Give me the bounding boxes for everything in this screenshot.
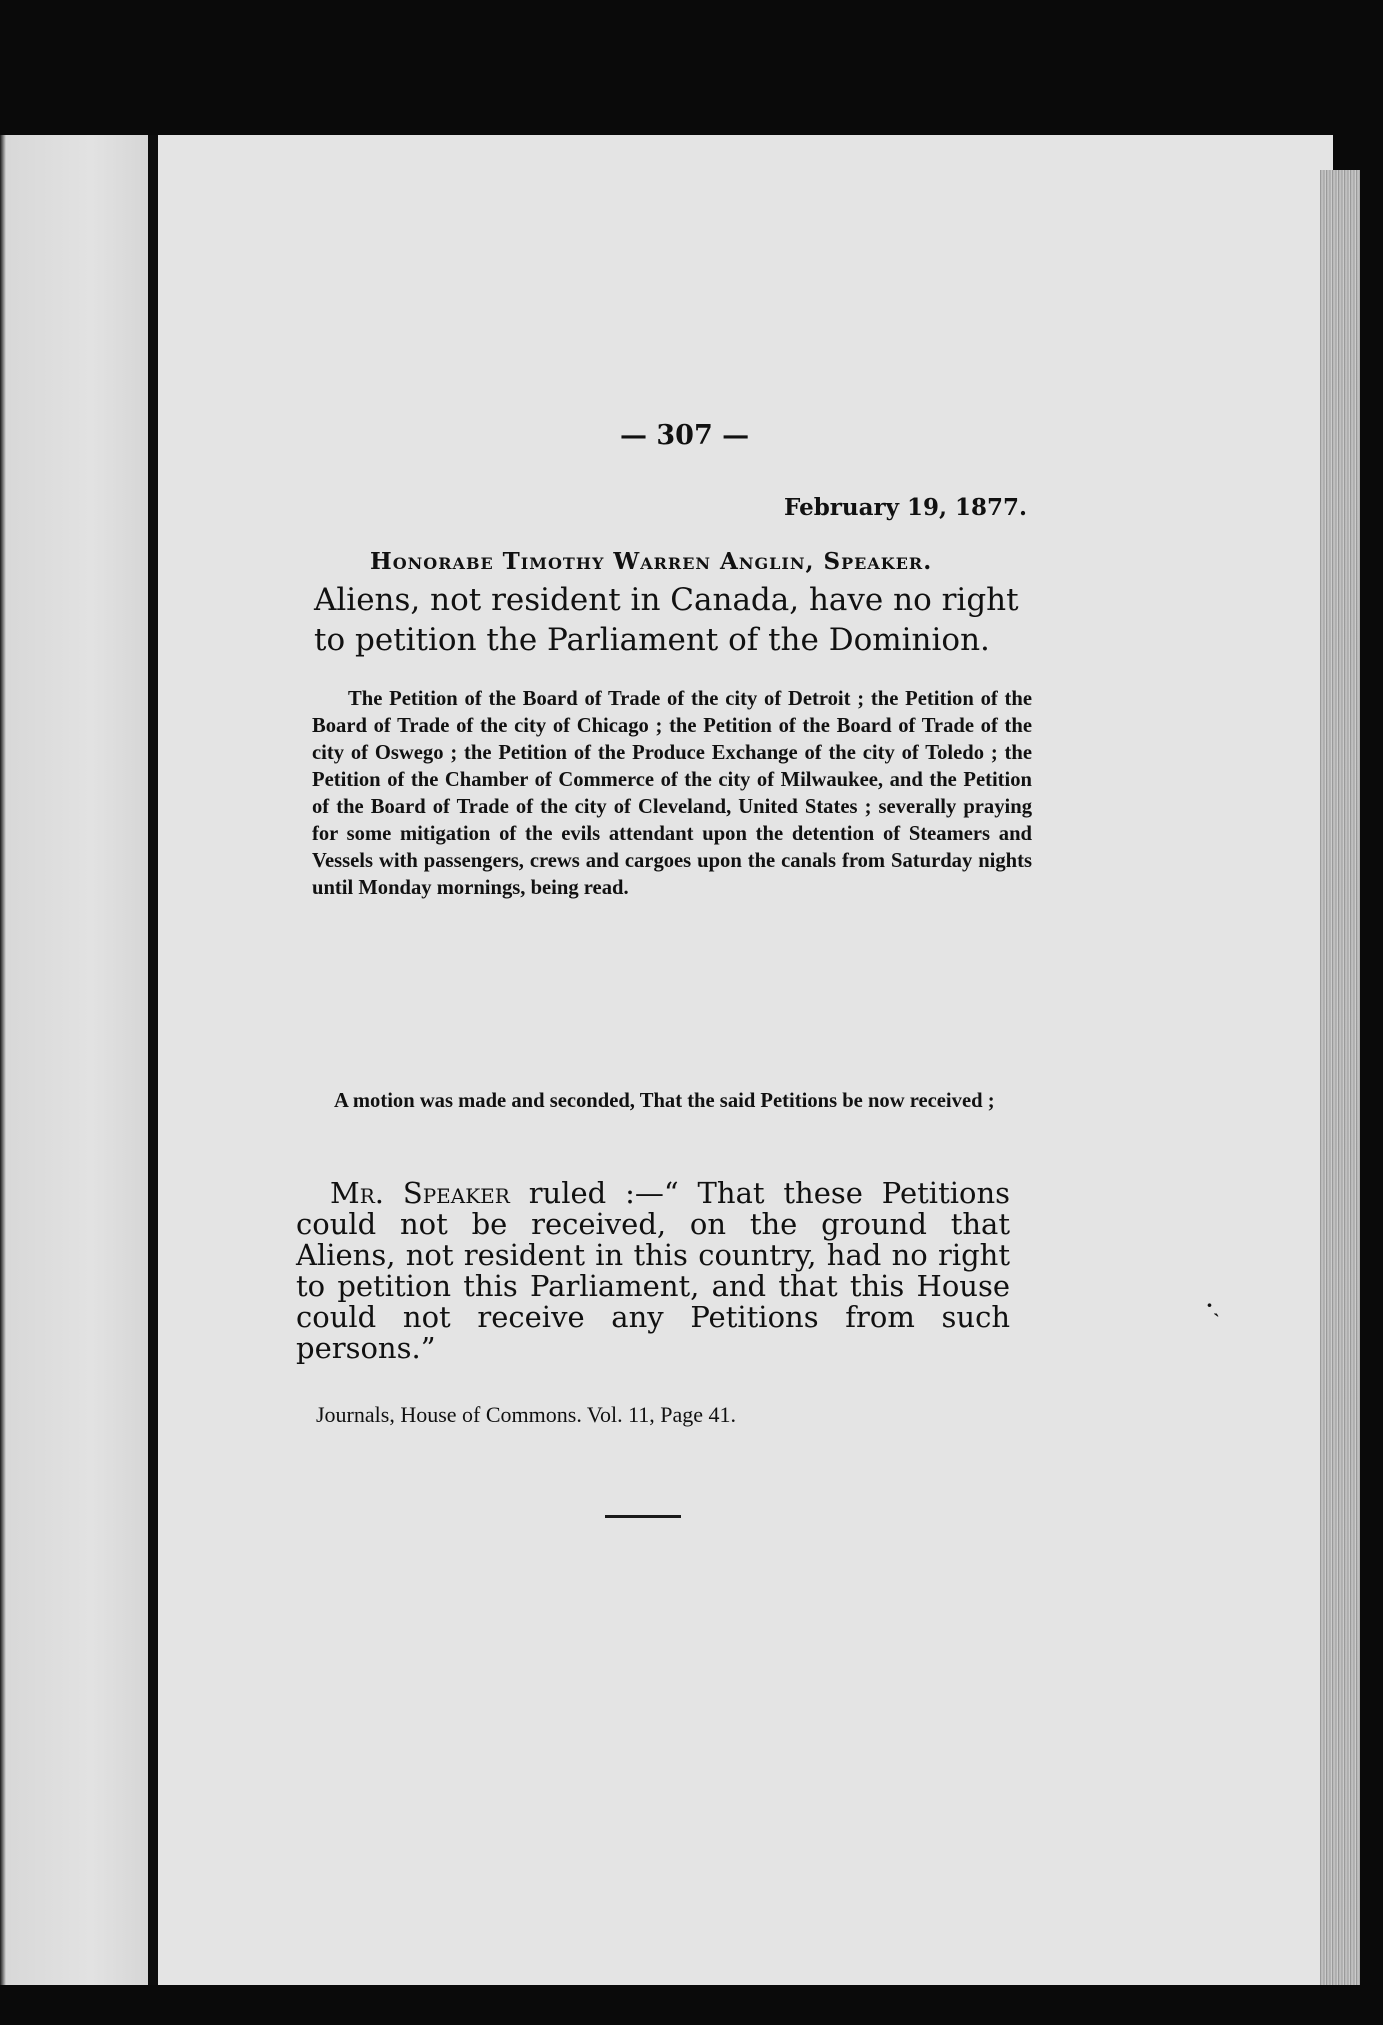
margin-speck: ·ˎ — [1206, 1293, 1220, 1317]
speaker-line: Honorabe Timothy Warren Anglin, Speaker. — [370, 548, 933, 575]
ruling-text: ruled :—“ That these Petitions could not be received, on the ground that Aliens, not resident in this country, had no right to petition this Parliament, and that this House could not receive any Petitions from such persons.” — [296, 1176, 1011, 1365]
right-page-edges — [1320, 170, 1360, 1990]
petition-paragraph: The Petition of the Board of Trade of the city of Detroit ; the Petition of the Board of Trade of the city of Chicago ; the Petition of the Board of Trade of the city of Oswego ; the Petition of the Produce Exchange of the city of Toledo ; the Petition of the Chamber of Commerce of the city of Milwaukee, and the Petition of the Board of Trade of the city of Cleveland, United States ; severally praying for some mitigation of the evils attendant upon the detention of Steamers and Vessels with passengers, crews and cargoes upon the canals from Saturday nights until Monday mornings, being read. — [312, 688, 1032, 899]
headnote: Aliens, not resident in Canada, have no right to petition the Parliament of the Dominion. — [314, 582, 1019, 658]
ruling-paragraph — [296, 1178, 1010, 1364]
citation: Journals, House of Commons. Vol. 11, Page 41. — [316, 1402, 737, 1427]
book-gutter — [148, 135, 158, 1985]
left-page-edge — [0, 135, 152, 1985]
motion-paragraph: A motion was made and seconded, That the said Petitions be now received ; — [334, 1090, 995, 1112]
ruling-speaker: Mr. Speaker — [330, 1176, 510, 1210]
entry-date: February 19, 1877. — [784, 494, 1028, 521]
bottom-border — [0, 1985, 1383, 2025]
end-rule — [605, 1515, 681, 1518]
page-number: — 307 — — [620, 420, 750, 451]
paper-page — [158, 135, 1333, 1985]
